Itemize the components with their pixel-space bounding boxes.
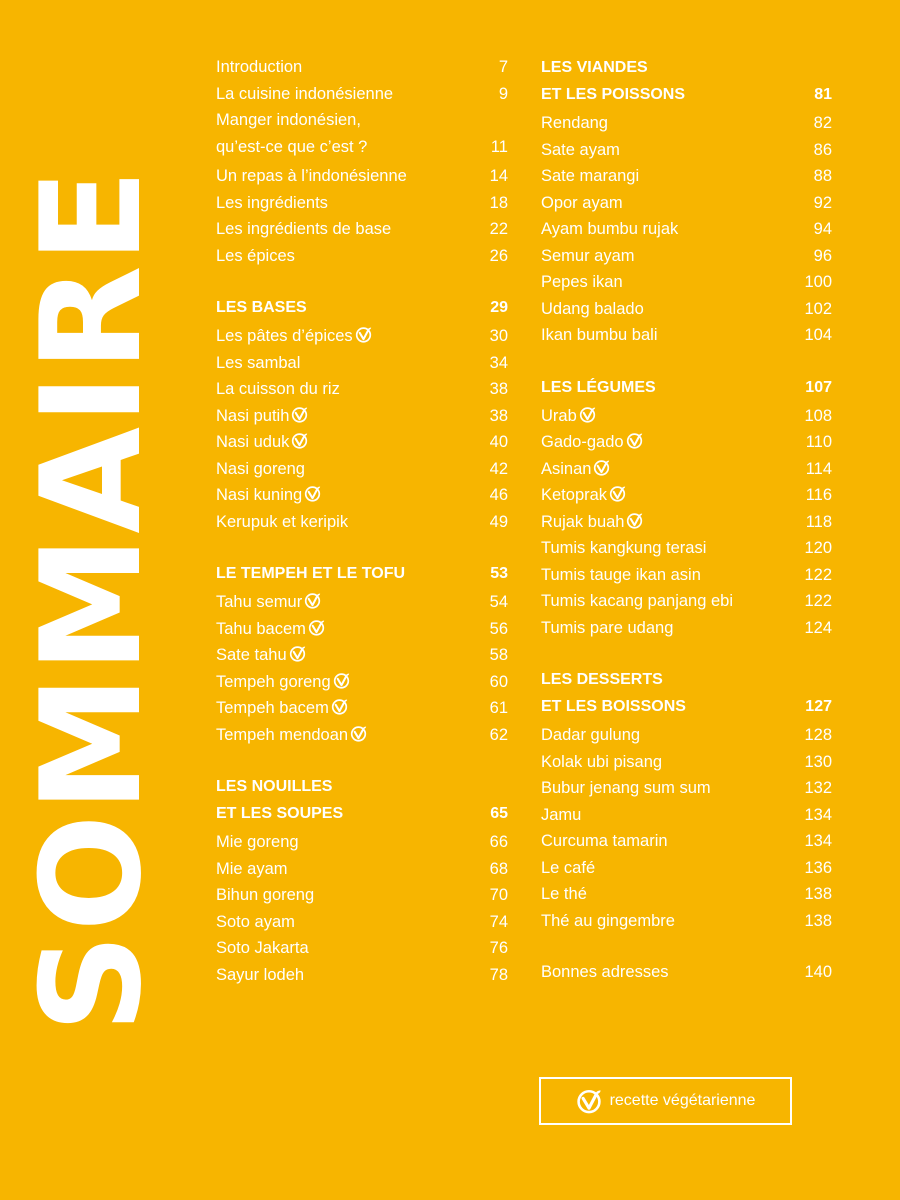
toc-entry bbox=[541, 588, 832, 615]
section-heading-title: LES BASES bbox=[216, 299, 307, 316]
toc-entry-page: 130 bbox=[804, 752, 832, 771]
toc-entry-page: 92 bbox=[813, 193, 832, 212]
section-heading bbox=[541, 374, 832, 401]
toc-column-left bbox=[216, 54, 508, 1013]
toc-entry-title: Tempeh goreng bbox=[216, 672, 331, 691]
toc-entry-title: Soto Jakarta bbox=[216, 939, 309, 957]
toc-entry-page: 132 bbox=[804, 779, 832, 797]
toc-entry-page: 66 bbox=[489, 833, 508, 851]
toc-entry bbox=[216, 243, 508, 270]
toc-entry bbox=[216, 909, 508, 936]
toc-entry-title-wrap bbox=[541, 509, 643, 536]
toc-entry-title-wrap bbox=[541, 216, 678, 243]
toc-entry-page: 18 bbox=[489, 193, 508, 212]
toc-entry bbox=[216, 216, 508, 243]
toc-entry-title-wrap bbox=[541, 296, 644, 323]
toc-entry-title-wrap bbox=[216, 909, 295, 936]
toc-entry-title: Semur ayam bbox=[541, 246, 635, 265]
toc-entry-title-wrap bbox=[541, 775, 711, 802]
toc-entry-title-wrap bbox=[541, 456, 610, 483]
toc-entry-page: 56 bbox=[489, 619, 508, 638]
toc-section bbox=[216, 54, 508, 269]
toc-entry-page: 82 bbox=[813, 114, 832, 132]
toc-entry-title-wrap bbox=[541, 429, 643, 456]
vegetarian-icon bbox=[593, 458, 610, 475]
toc-entry-title-wrap bbox=[216, 695, 348, 722]
toc-entry bbox=[541, 908, 832, 935]
section-heading-page: 53 bbox=[490, 565, 508, 582]
section-heading-page: 127 bbox=[805, 698, 832, 715]
toc-entry bbox=[541, 216, 832, 243]
section-heading bbox=[216, 773, 508, 827]
toc-entry-page: 34 bbox=[489, 353, 508, 372]
toc-entry-page: 26 bbox=[489, 246, 508, 265]
toc-entry bbox=[541, 456, 832, 483]
toc-entry-title-wrap bbox=[216, 962, 304, 989]
toc-entry-title-wrap bbox=[216, 935, 309, 962]
toc-entry-title: Introduction bbox=[216, 58, 303, 76]
toc-entry-title-wrap bbox=[541, 190, 623, 217]
toc-entry-title-wrap bbox=[216, 589, 321, 616]
toc-entry-title: Kerupuk et keripik bbox=[216, 512, 349, 531]
toc-entry bbox=[216, 163, 508, 190]
section-heading-title: LES VIANDES ET LES POISSONS bbox=[541, 59, 686, 103]
toc-entry-title: Mie ayam bbox=[216, 859, 288, 878]
toc-entry-page: 11 bbox=[490, 137, 508, 156]
toc-entry-page: 22 bbox=[489, 220, 508, 238]
toc-entry-page: 138 bbox=[804, 911, 832, 930]
section-heading-title: LES LÉGUMES bbox=[541, 378, 656, 396]
toc-entry bbox=[216, 482, 508, 509]
toc-section bbox=[216, 294, 508, 535]
toc-entry bbox=[541, 722, 832, 749]
toc-entry-title-wrap bbox=[541, 855, 595, 882]
toc-entry-page: 54 bbox=[489, 593, 508, 611]
toc-entry bbox=[541, 269, 832, 296]
toc-entry-title-wrap bbox=[541, 562, 701, 589]
toc-entry-page: 104 bbox=[804, 326, 832, 344]
toc-entry-title: Rujak buah bbox=[541, 512, 625, 531]
toc-entry-title-wrap bbox=[216, 829, 299, 856]
toc-entry bbox=[541, 828, 832, 855]
toc-entry bbox=[541, 403, 832, 430]
toc-entry bbox=[541, 802, 832, 829]
toc-entry bbox=[216, 882, 508, 909]
toc-entry-title: Manger indonésien, qu’est-ce que c’est ? bbox=[216, 111, 368, 156]
toc-entry-title-wrap bbox=[541, 908, 675, 935]
toc-entry-title-wrap bbox=[216, 429, 308, 456]
toc-entry-title-wrap bbox=[541, 482, 626, 509]
toc-entry-title-wrap bbox=[216, 642, 306, 669]
toc-entry bbox=[216, 456, 508, 483]
toc-entry-page: 30 bbox=[489, 327, 508, 345]
toc-entry-page: 9 bbox=[498, 84, 508, 103]
vegetarian-icon bbox=[576, 1088, 602, 1114]
toc-entry bbox=[216, 54, 508, 81]
toc-entry bbox=[216, 350, 508, 377]
toc-entry bbox=[216, 962, 508, 989]
toc-entry-title: Sate tahu bbox=[216, 646, 287, 664]
toc-entry bbox=[216, 935, 508, 962]
toc-entry bbox=[541, 615, 832, 642]
toc-entry-page: 116 bbox=[805, 486, 832, 504]
toc-entry-title-wrap bbox=[216, 456, 305, 483]
legend-label: recette végétarienne bbox=[609, 1092, 756, 1109]
toc-entry bbox=[216, 376, 508, 403]
toc-entry bbox=[541, 243, 832, 270]
toc-entry-page: 40 bbox=[489, 433, 508, 451]
toc-entry-title-wrap bbox=[541, 588, 733, 615]
toc-entry-title: Jamu bbox=[541, 805, 582, 824]
section-heading bbox=[216, 560, 508, 587]
toc-section bbox=[216, 773, 508, 988]
toc-entry-title: Tahu semur bbox=[216, 593, 303, 611]
toc-entry-title-wrap bbox=[541, 163, 639, 190]
toc-section bbox=[541, 959, 832, 986]
toc-entry-title: La cuisine indonésienne bbox=[216, 84, 394, 103]
toc-entry-page: 102 bbox=[804, 299, 832, 318]
toc-entry bbox=[216, 107, 508, 160]
toc-entry bbox=[541, 163, 832, 190]
vegetarian-icon bbox=[355, 325, 372, 342]
toc-entry-page: 68 bbox=[489, 859, 508, 878]
toc-entry-page: 74 bbox=[489, 912, 508, 931]
toc-entry bbox=[216, 722, 508, 749]
toc-entry-title: Bihun goreng bbox=[216, 886, 315, 904]
vegetarian-icon bbox=[304, 591, 321, 608]
toc-entry-title: Bonnes adresses bbox=[541, 963, 669, 981]
toc-entry-title: Pepes ikan bbox=[541, 273, 623, 291]
toc-entry-title-wrap bbox=[216, 856, 288, 883]
toc-entry-title-wrap bbox=[216, 107, 367, 160]
toc-entry bbox=[541, 429, 832, 456]
toc-entry bbox=[541, 110, 832, 137]
toc-entry-title: Tumis kacang panjang ebi bbox=[541, 592, 734, 610]
toc-entry bbox=[541, 775, 832, 802]
toc-entry bbox=[541, 855, 832, 882]
toc-entry-title: Nasi goreng bbox=[216, 459, 305, 478]
toc-entry bbox=[216, 616, 508, 643]
toc-entry-title: Kolak ubi pisang bbox=[541, 752, 663, 771]
toc-entry-title-wrap bbox=[216, 482, 321, 509]
toc-entry-page: 122 bbox=[804, 565, 832, 584]
toc-entry bbox=[216, 856, 508, 883]
toc-entry-page: 60 bbox=[489, 672, 508, 691]
toc-entry-title: Curcuma tamarin bbox=[541, 832, 668, 850]
vegetarian-icon bbox=[609, 484, 626, 501]
toc-entry bbox=[541, 562, 832, 589]
toc-entry bbox=[541, 482, 832, 509]
toc-entry-title-wrap bbox=[216, 616, 325, 643]
toc-entry-title-wrap bbox=[541, 802, 581, 829]
toc-entry-title: Les épices bbox=[216, 246, 295, 265]
toc-entry-title: Tumis pare udang bbox=[541, 618, 674, 637]
toc-entry-page: 138 bbox=[804, 885, 832, 903]
vegetarian-icon bbox=[291, 405, 308, 422]
vegetarian-icon bbox=[626, 431, 643, 448]
toc-entry-title: Le thé bbox=[541, 885, 587, 903]
section-heading-title: LE TEMPEH ET LE TOFU bbox=[216, 565, 406, 582]
toc-entry-page: 86 bbox=[813, 140, 832, 159]
toc-entry bbox=[541, 749, 832, 776]
toc-entry-page: 140 bbox=[804, 963, 832, 981]
toc-entry-page: 78 bbox=[489, 965, 508, 984]
toc-entry-title-wrap bbox=[541, 243, 635, 270]
toc-entry-page: 136 bbox=[804, 858, 832, 877]
toc-entry-title: Mie goreng bbox=[216, 833, 299, 851]
toc-entry-title: Urab bbox=[541, 406, 577, 425]
toc-entry bbox=[216, 669, 508, 696]
toc-entry-page: 88 bbox=[813, 167, 832, 185]
toc-entry-title: Nasi uduk bbox=[216, 433, 290, 451]
toc-entry-page: 100 bbox=[804, 273, 832, 291]
toc-entry-title: Nasi putih bbox=[216, 406, 290, 425]
toc-entry-title: Les ingrédients bbox=[216, 193, 328, 212]
toc-entry-page: 124 bbox=[804, 618, 832, 637]
toc-entry-page: 38 bbox=[489, 406, 508, 425]
toc-entry-title: Dadar gulung bbox=[541, 726, 641, 744]
toc-entry bbox=[216, 190, 508, 217]
toc-entry-title-wrap bbox=[541, 322, 658, 349]
toc-entry bbox=[216, 509, 508, 536]
toc-entry-title-wrap bbox=[541, 749, 662, 776]
toc-entry-title-wrap bbox=[541, 269, 623, 296]
toc-entry-title: Asinan bbox=[541, 459, 592, 478]
toc-entry-page: 49 bbox=[489, 512, 508, 531]
toc-entry-title-wrap bbox=[541, 615, 673, 642]
toc-entry-title-wrap bbox=[541, 722, 640, 749]
toc-entry-page: 108 bbox=[804, 406, 832, 425]
toc-section bbox=[541, 374, 832, 642]
toc-entry-title: Ketoprak bbox=[541, 486, 608, 504]
toc-column-right bbox=[541, 54, 832, 1011]
toc-entry bbox=[216, 429, 508, 456]
page-title: SOMMAIRE bbox=[11, 166, 172, 1034]
toc-entry-page: 70 bbox=[489, 886, 508, 904]
section-heading-page: 65 bbox=[490, 805, 508, 822]
toc-entry-title: Ikan bumbu bali bbox=[541, 326, 658, 344]
toc-entry-title: Soto ayam bbox=[216, 912, 295, 931]
vegetarian-icon bbox=[333, 671, 350, 688]
section-heading bbox=[541, 666, 832, 720]
toc-entry-title-wrap bbox=[541, 403, 596, 430]
toc-section bbox=[541, 54, 832, 349]
toc-entry-title-wrap bbox=[541, 959, 669, 986]
toc-entry-title-wrap bbox=[541, 828, 668, 855]
toc-entry bbox=[541, 881, 832, 908]
toc-entry-page: 76 bbox=[489, 939, 508, 957]
toc-entry-page: 46 bbox=[489, 486, 508, 504]
vegetarian-icon bbox=[579, 405, 596, 422]
section-heading-title: LES DESSERTS ET LES BOISSONS bbox=[541, 671, 686, 715]
vegetarian-legend bbox=[539, 1077, 792, 1125]
toc-entry bbox=[216, 403, 508, 430]
vegetarian-icon bbox=[291, 431, 308, 448]
toc-entry bbox=[216, 81, 508, 108]
toc-entry-title: Tahu bacem bbox=[216, 619, 306, 638]
toc-entry-title-wrap bbox=[216, 350, 300, 377]
toc-entry-title-wrap bbox=[216, 163, 407, 190]
toc-entry-title-wrap bbox=[216, 323, 372, 350]
toc-entry-title-wrap bbox=[216, 376, 340, 403]
toc-entry-page: 38 bbox=[489, 380, 508, 398]
section-heading bbox=[541, 54, 832, 108]
toc-entry-page: 7 bbox=[498, 58, 508, 76]
toc-entry-title: Les pâtes d’épices bbox=[216, 327, 353, 345]
toc-entry bbox=[216, 829, 508, 856]
vegetarian-icon bbox=[331, 697, 348, 714]
toc-entry-title-wrap bbox=[216, 669, 350, 696]
toc-entry-title-wrap bbox=[216, 882, 314, 909]
toc-entry bbox=[541, 137, 832, 164]
toc-entry-page: 94 bbox=[813, 220, 832, 238]
toc-entry-title: Gado-gado bbox=[541, 433, 624, 451]
toc-entry-title: Opor ayam bbox=[541, 193, 623, 212]
section-heading-page: 29 bbox=[490, 299, 508, 316]
toc-entry-title: Sate ayam bbox=[541, 140, 620, 159]
toc-entry-title-wrap bbox=[216, 54, 302, 81]
section-heading bbox=[216, 294, 508, 321]
vegetarian-icon bbox=[626, 511, 643, 528]
toc-entry-title-wrap bbox=[216, 722, 367, 749]
toc-entry-title: Les sambal bbox=[216, 353, 301, 372]
toc-entry bbox=[541, 296, 832, 323]
toc-entry bbox=[216, 642, 508, 669]
toc-entry bbox=[216, 589, 508, 616]
toc-section bbox=[216, 560, 508, 748]
toc-entry-title: Sate marangi bbox=[541, 167, 640, 185]
toc-entry-page: 110 bbox=[805, 433, 832, 451]
toc-entry-title: Le café bbox=[541, 858, 596, 877]
toc-entry-title: Thé au gingembre bbox=[541, 911, 675, 930]
toc-entry-title-wrap bbox=[216, 190, 328, 217]
section-heading-page: 107 bbox=[805, 378, 832, 396]
toc-entry-title-wrap bbox=[216, 509, 348, 536]
toc-entry-page: 96 bbox=[813, 246, 832, 265]
toc-entry-page: 134 bbox=[804, 805, 832, 824]
toc-entry bbox=[541, 322, 832, 349]
toc-entry-page: 118 bbox=[805, 512, 832, 531]
toc-entry-title: Udang balado bbox=[541, 299, 644, 318]
vegetarian-icon bbox=[304, 484, 321, 501]
toc-entry-title: Nasi kuning bbox=[216, 486, 303, 504]
toc-entry-title: Un repas à l’indonésienne bbox=[216, 167, 407, 185]
toc-entry-title: La cuisson du riz bbox=[216, 380, 340, 398]
toc-entry-title: Rendang bbox=[541, 114, 608, 132]
toc-entry-page: 122 bbox=[804, 592, 832, 610]
toc-entry-title: Tumis tauge ikan asin bbox=[541, 565, 701, 584]
vegetarian-icon bbox=[289, 644, 306, 661]
toc-entry bbox=[541, 535, 832, 562]
toc-entry-page: 120 bbox=[804, 539, 832, 557]
toc-entry-page: 128 bbox=[804, 726, 832, 744]
vegetarian-icon bbox=[308, 618, 325, 635]
toc-entry-title-wrap bbox=[216, 243, 295, 270]
toc-entry-title: Bubur jenang sum sum bbox=[541, 779, 711, 797]
toc-entry-title-wrap bbox=[541, 535, 706, 562]
toc-entry bbox=[216, 695, 508, 722]
toc-entry-title-wrap bbox=[541, 137, 620, 164]
toc-entry-page: 114 bbox=[805, 459, 832, 478]
toc-entry bbox=[541, 190, 832, 217]
toc-entry-page: 61 bbox=[489, 699, 508, 717]
toc-entry-title-wrap bbox=[216, 81, 393, 108]
section-heading-title: LES NOUILLES ET LES SOUPES bbox=[216, 778, 344, 822]
toc-entry-title: Tempeh mendoan bbox=[216, 725, 349, 744]
vegetarian-icon bbox=[350, 724, 367, 741]
toc-entry-title: Sayur lodeh bbox=[216, 965, 305, 984]
toc-entry bbox=[541, 959, 832, 986]
toc-entry-title-wrap bbox=[216, 403, 308, 430]
toc-entry-page: 42 bbox=[489, 459, 508, 478]
toc-entry-page: 134 bbox=[804, 832, 832, 850]
toc-entry-title-wrap bbox=[216, 216, 391, 243]
section-heading-page: 81 bbox=[814, 86, 832, 103]
toc-entry-title: Tempeh bacem bbox=[216, 699, 329, 717]
toc-entry bbox=[216, 323, 508, 350]
toc-entry-page: 58 bbox=[489, 646, 508, 664]
toc-section bbox=[541, 666, 832, 934]
toc-entry-page: 14 bbox=[489, 167, 508, 185]
toc-entry-title: Tumis kangkung terasi bbox=[541, 539, 707, 557]
toc-entry-title: Les ingrédients de base bbox=[216, 220, 392, 238]
toc-entry-page: 62 bbox=[489, 725, 508, 744]
toc-entry-title-wrap bbox=[541, 110, 608, 137]
toc-entry bbox=[541, 509, 832, 536]
toc-entry-title-wrap bbox=[541, 881, 587, 908]
toc-entry-title: Ayam bumbu rujak bbox=[541, 220, 679, 238]
